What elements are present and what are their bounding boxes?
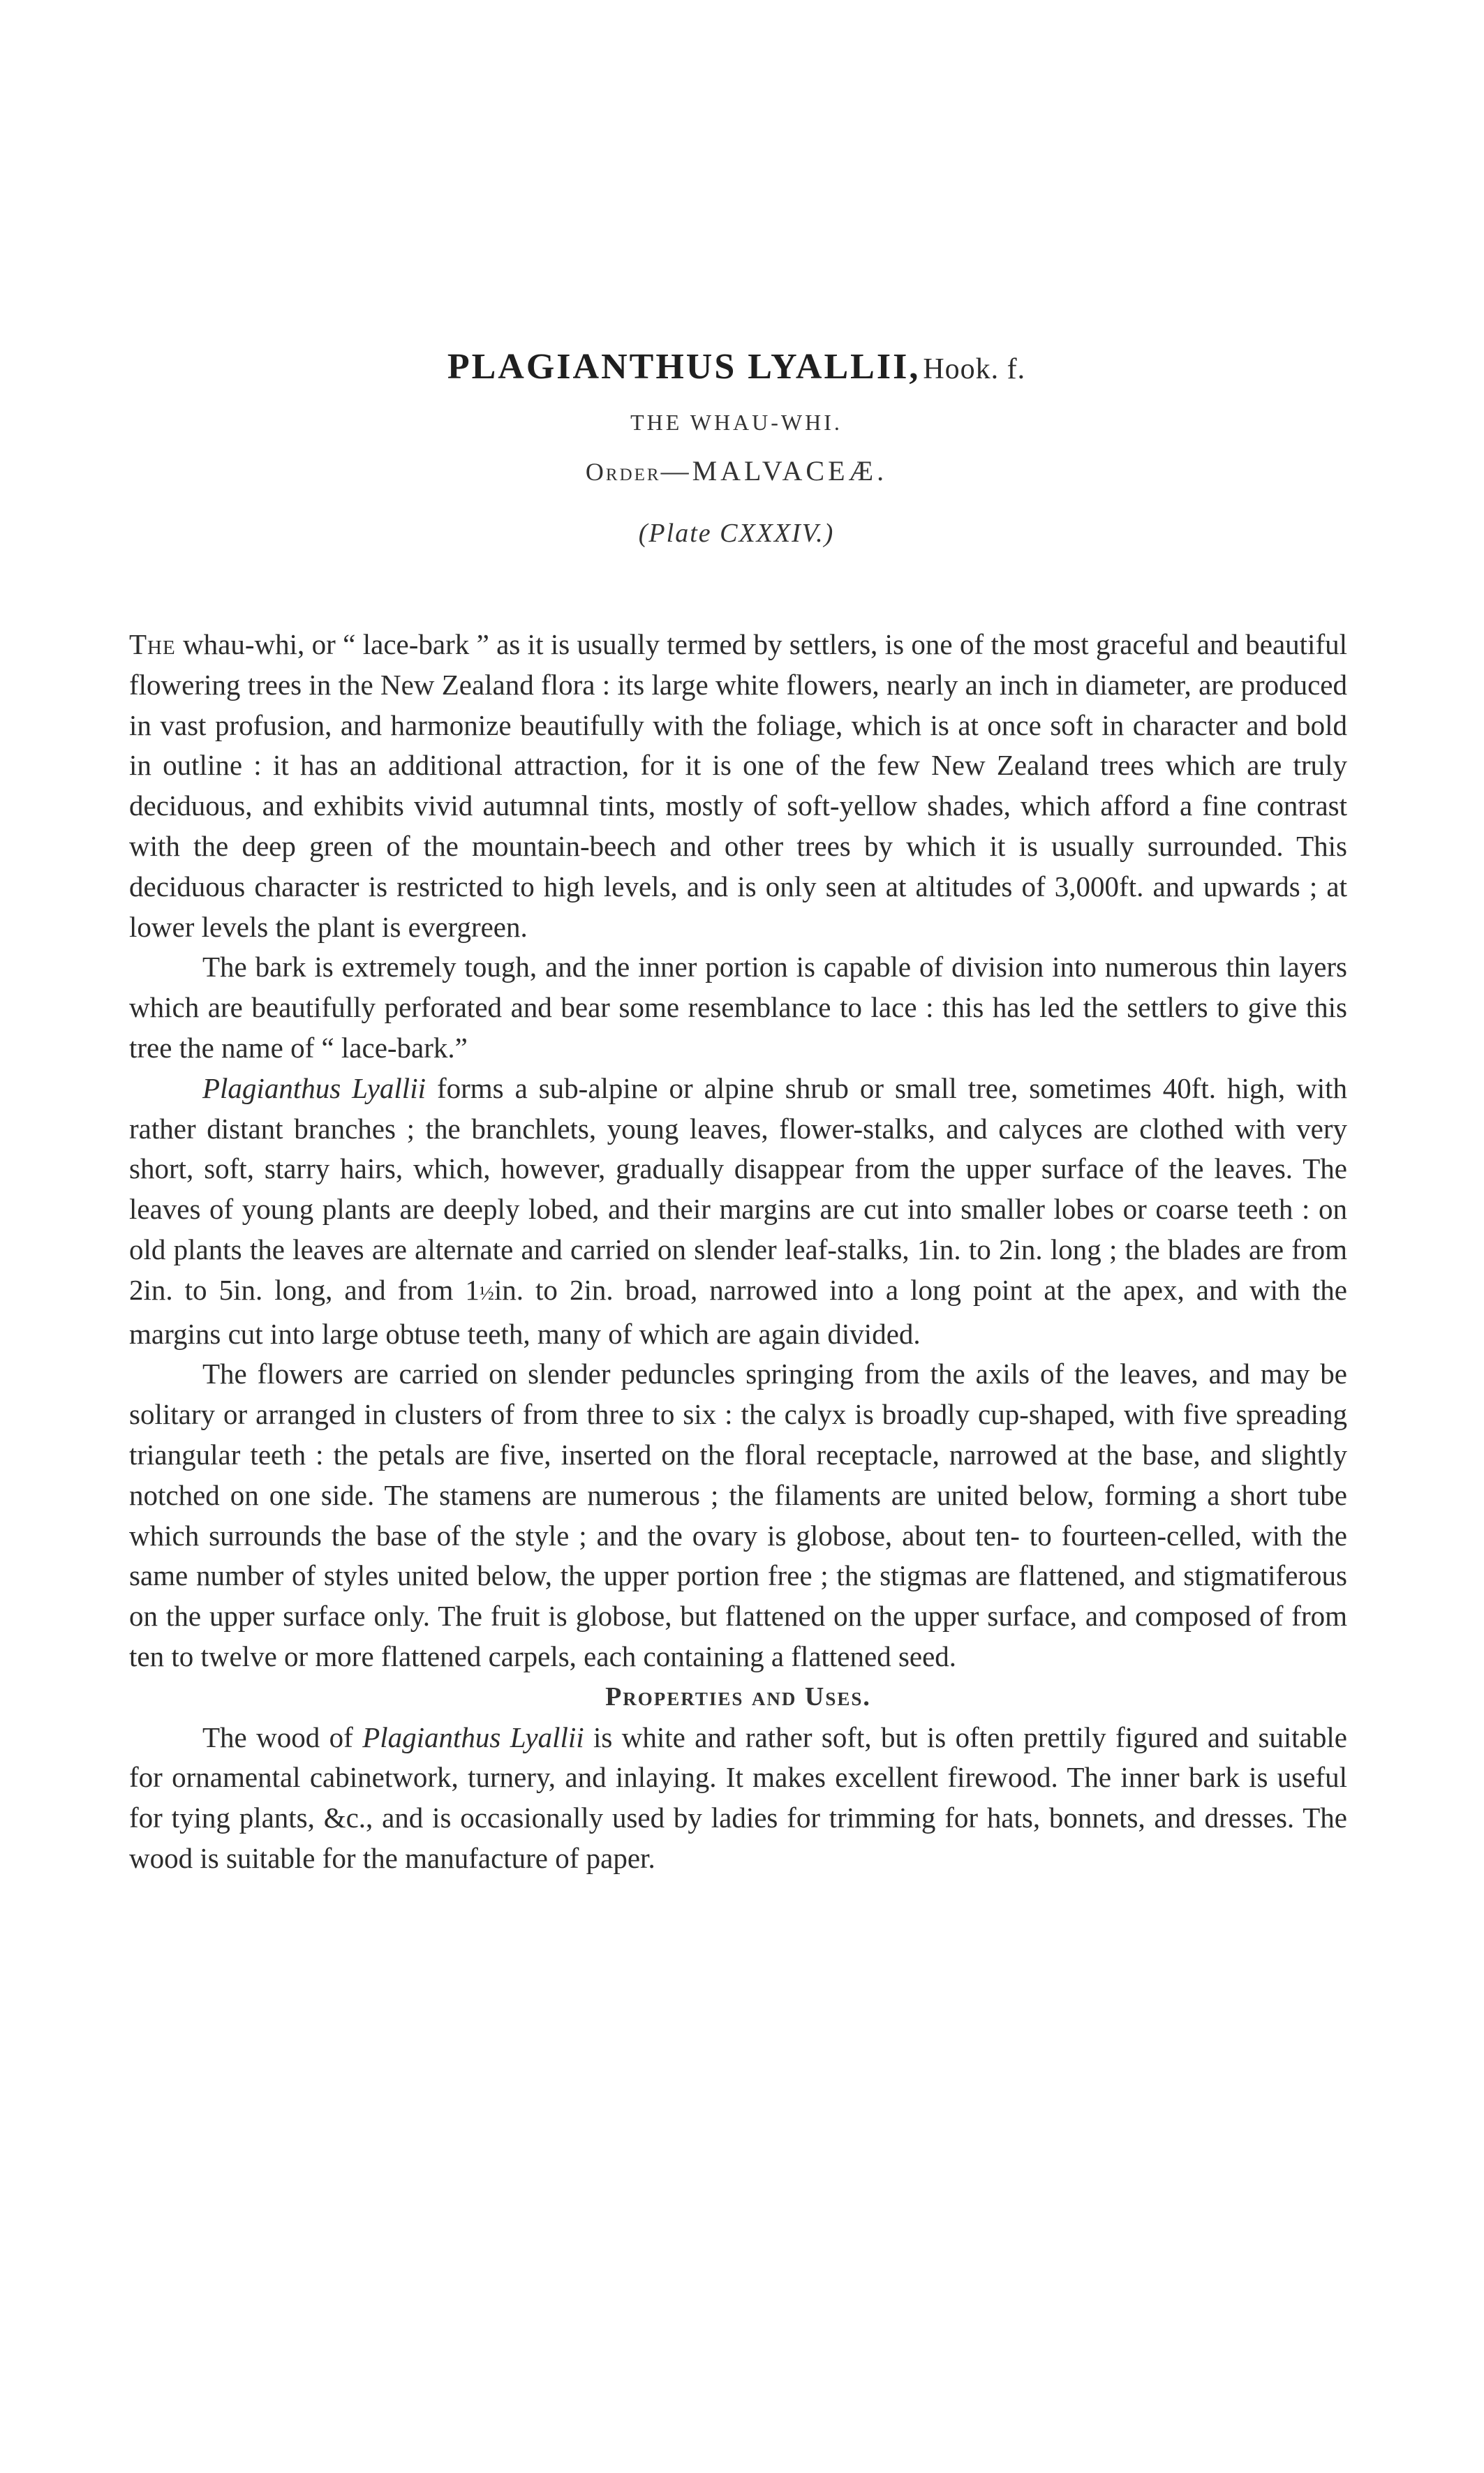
article-heading <box>129 349 1344 547</box>
paragraph-text-continued: is white and rather soft, but is often prettily figured and suitable for ornamental cabinetwork, turnery, and inlaying. It makes excellent firewood. The inner bark is useful for tying plants, &c., and is occasionally used by ladies for trimming for hats, bonnets, and dresses. The wood is suitable for the manufacture of paper. <box>129 1721 1347 1874</box>
species-name-italic: Plagianthus Lyallii <box>202 1071 426 1104</box>
paragraph-text: The wood of <box>202 1721 363 1753</box>
paragraph-flowers <box>129 1354 1347 1677</box>
species-name-italic: Plagianthus Lyallii <box>362 1721 584 1753</box>
paragraph-text: The flowers are carried on slender peduncles springing from the axils of the leaves, and may be solitary or arranged in clusters of from three to six : the calyx is broadly cup-shaped, with five spreading triangular teeth : the petals are five, inserted on the floral receptacle, narrowed at the base, and slightly notched on one side. The stamens are numerous ; the filaments are united below, forming a short tube which surrounds the base of the style ; and the ovary is globose, about ten- to fourteen-celled, with the same number of styles united below, the upper portion free ; the stigmas are flattened, and stigmatiferous on the upper surface only. The fruit is globose, but flattened on the upper surface, and composed of from ten to twelve or more flattened carpels, each containing a flattened seed. <box>129 1358 1347 1672</box>
paragraph-lead-word: The <box>129 628 176 660</box>
order-line <box>129 457 1344 485</box>
paragraph-intro <box>129 625 1347 947</box>
paragraph-text: forms a sub-alpine or alpine shrub or small tree, sometimes 40ft. high, with rather distant branches ; the branchlets, young leaves, flower-stalks, and calyces are clothed with very short, soft, starry hairs, which, however, gradually disappear from the upper surface of the leaves. The leaves of young plants are deeply lobed, and their margins are cut into smaller lobes or coarse teeth : on old plants the leaves are alternate and carried on slender leaf-stalks, 1in. to 2in. long ; the blades are from 2in. to 5in. long, and from 1 <box>129 1071 1347 1306</box>
paragraph-bark <box>129 947 1347 1068</box>
paragraph-uses <box>129 1718 1347 1879</box>
common-name: THE WHAU-WHI. <box>630 410 843 435</box>
paragraph-text: whau-whi, or “ lace-bark ” as it is usually termed by settlers, is one of the most graceful and beautiful flowering trees in the New Zealand flora : its large white flowers, nearly an inch in diameter, are produced in vast profusion, and harmonize beautifully with the foliage, which is at once soft in character and bold in outline : it has an additional attraction, for it is one of the few New Zealand trees which are truly deciduous, and exhibits vivid autumnal tints, mostly of soft-yellow shades, which afford a fine contrast with the deep green of the mountain-beech and other trees by which it is usually surrounded. This deciduous character is restricted to high levels, and is only seen at altitudes of 3,000ft. and upwards ; at lower levels the plant is evergreen. <box>129 628 1347 943</box>
plate-reference: (Plate CXXXIV.) <box>638 519 835 548</box>
author-abbreviation: Hook. f. <box>923 353 1026 385</box>
section-heading-properties: Properties and Uses. <box>605 1681 871 1711</box>
order-name: MALVACEÆ. <box>692 455 888 487</box>
paragraph-text-continued: in. to 2in. broad, narrowed into a long point at the apex, and with the margins cut into large obtuse teeth, many of which are again divided. <box>129 1273 1347 1350</box>
species-title: PLAGIANTHUS LYALLII, <box>447 347 921 387</box>
fraction-half: ½ <box>479 1282 494 1305</box>
paragraph-text: The bark is extremely tough, and the inner portion is capable of division into numerous thin layers which are beautifully perforated and bear some resemblance to lace : this has led the settlers to give this tree the name of “ lace-bark.” <box>129 951 1347 1064</box>
title-line <box>129 349 1344 385</box>
order-label: Order <box>585 458 661 486</box>
order-dash: — <box>660 455 692 487</box>
paragraph-description <box>129 1069 1347 1355</box>
article-body <box>129 625 1347 1879</box>
